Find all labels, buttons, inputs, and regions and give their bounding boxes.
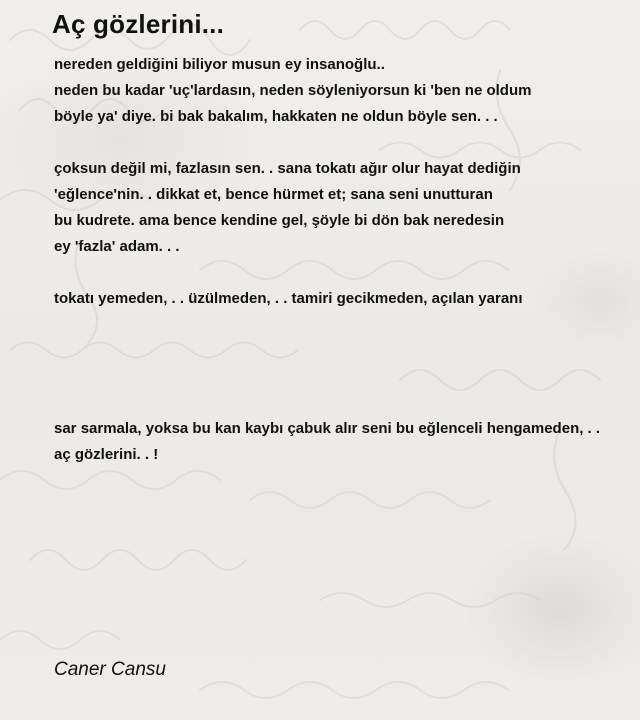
stanza-spacer [54, 130, 640, 156]
poem-line: nereden geldiğini biliyor musun ey insanoğlu.. [54, 56, 385, 73]
poem-line: böyle ya' diye. bi bak bakalım, hakkaten ne oldun böyle sen. . . [54, 108, 498, 125]
poem-line: neden bu kadar 'uç'lardasın, neden söyleniyorsun ki 'ben ne oldum [54, 82, 532, 99]
poem-body [54, 52, 640, 468]
poem-line: bu kudrete. ama bence kendine gel, şöyle bi dön bak neredesin [54, 212, 505, 229]
stanza-spacer [54, 312, 640, 416]
poem-line: 'eğlence'nin. . dikkat et, bence hürmet et; sana seni unutturan [54, 186, 493, 203]
poem-line: tokatı yemeden, . . üzülmeden, . . tamiri gecikmeden, açılan yaranı [54, 290, 523, 307]
stanza [54, 156, 640, 260]
poem-title: Aç gözlerini... [52, 9, 225, 39]
stanza [54, 52, 640, 130]
poem-line: çoksun değil mi, fazlasın sen. . sana tokatı ağır olur hayat dediğin [54, 160, 521, 177]
stanza-spacer [54, 260, 640, 286]
stanza [54, 286, 640, 312]
poem-line: sar sarmala, yoksa bu kan kaybı çabuk alır seni bu eğlenceli hengameden, . . [54, 420, 601, 437]
poem-line: ey 'fazla' adam. . . [54, 238, 180, 255]
poem-author: Caner Cansu [54, 659, 166, 680]
stanza [54, 416, 640, 468]
poem-line: aç gözlerini. . ! [54, 446, 159, 463]
